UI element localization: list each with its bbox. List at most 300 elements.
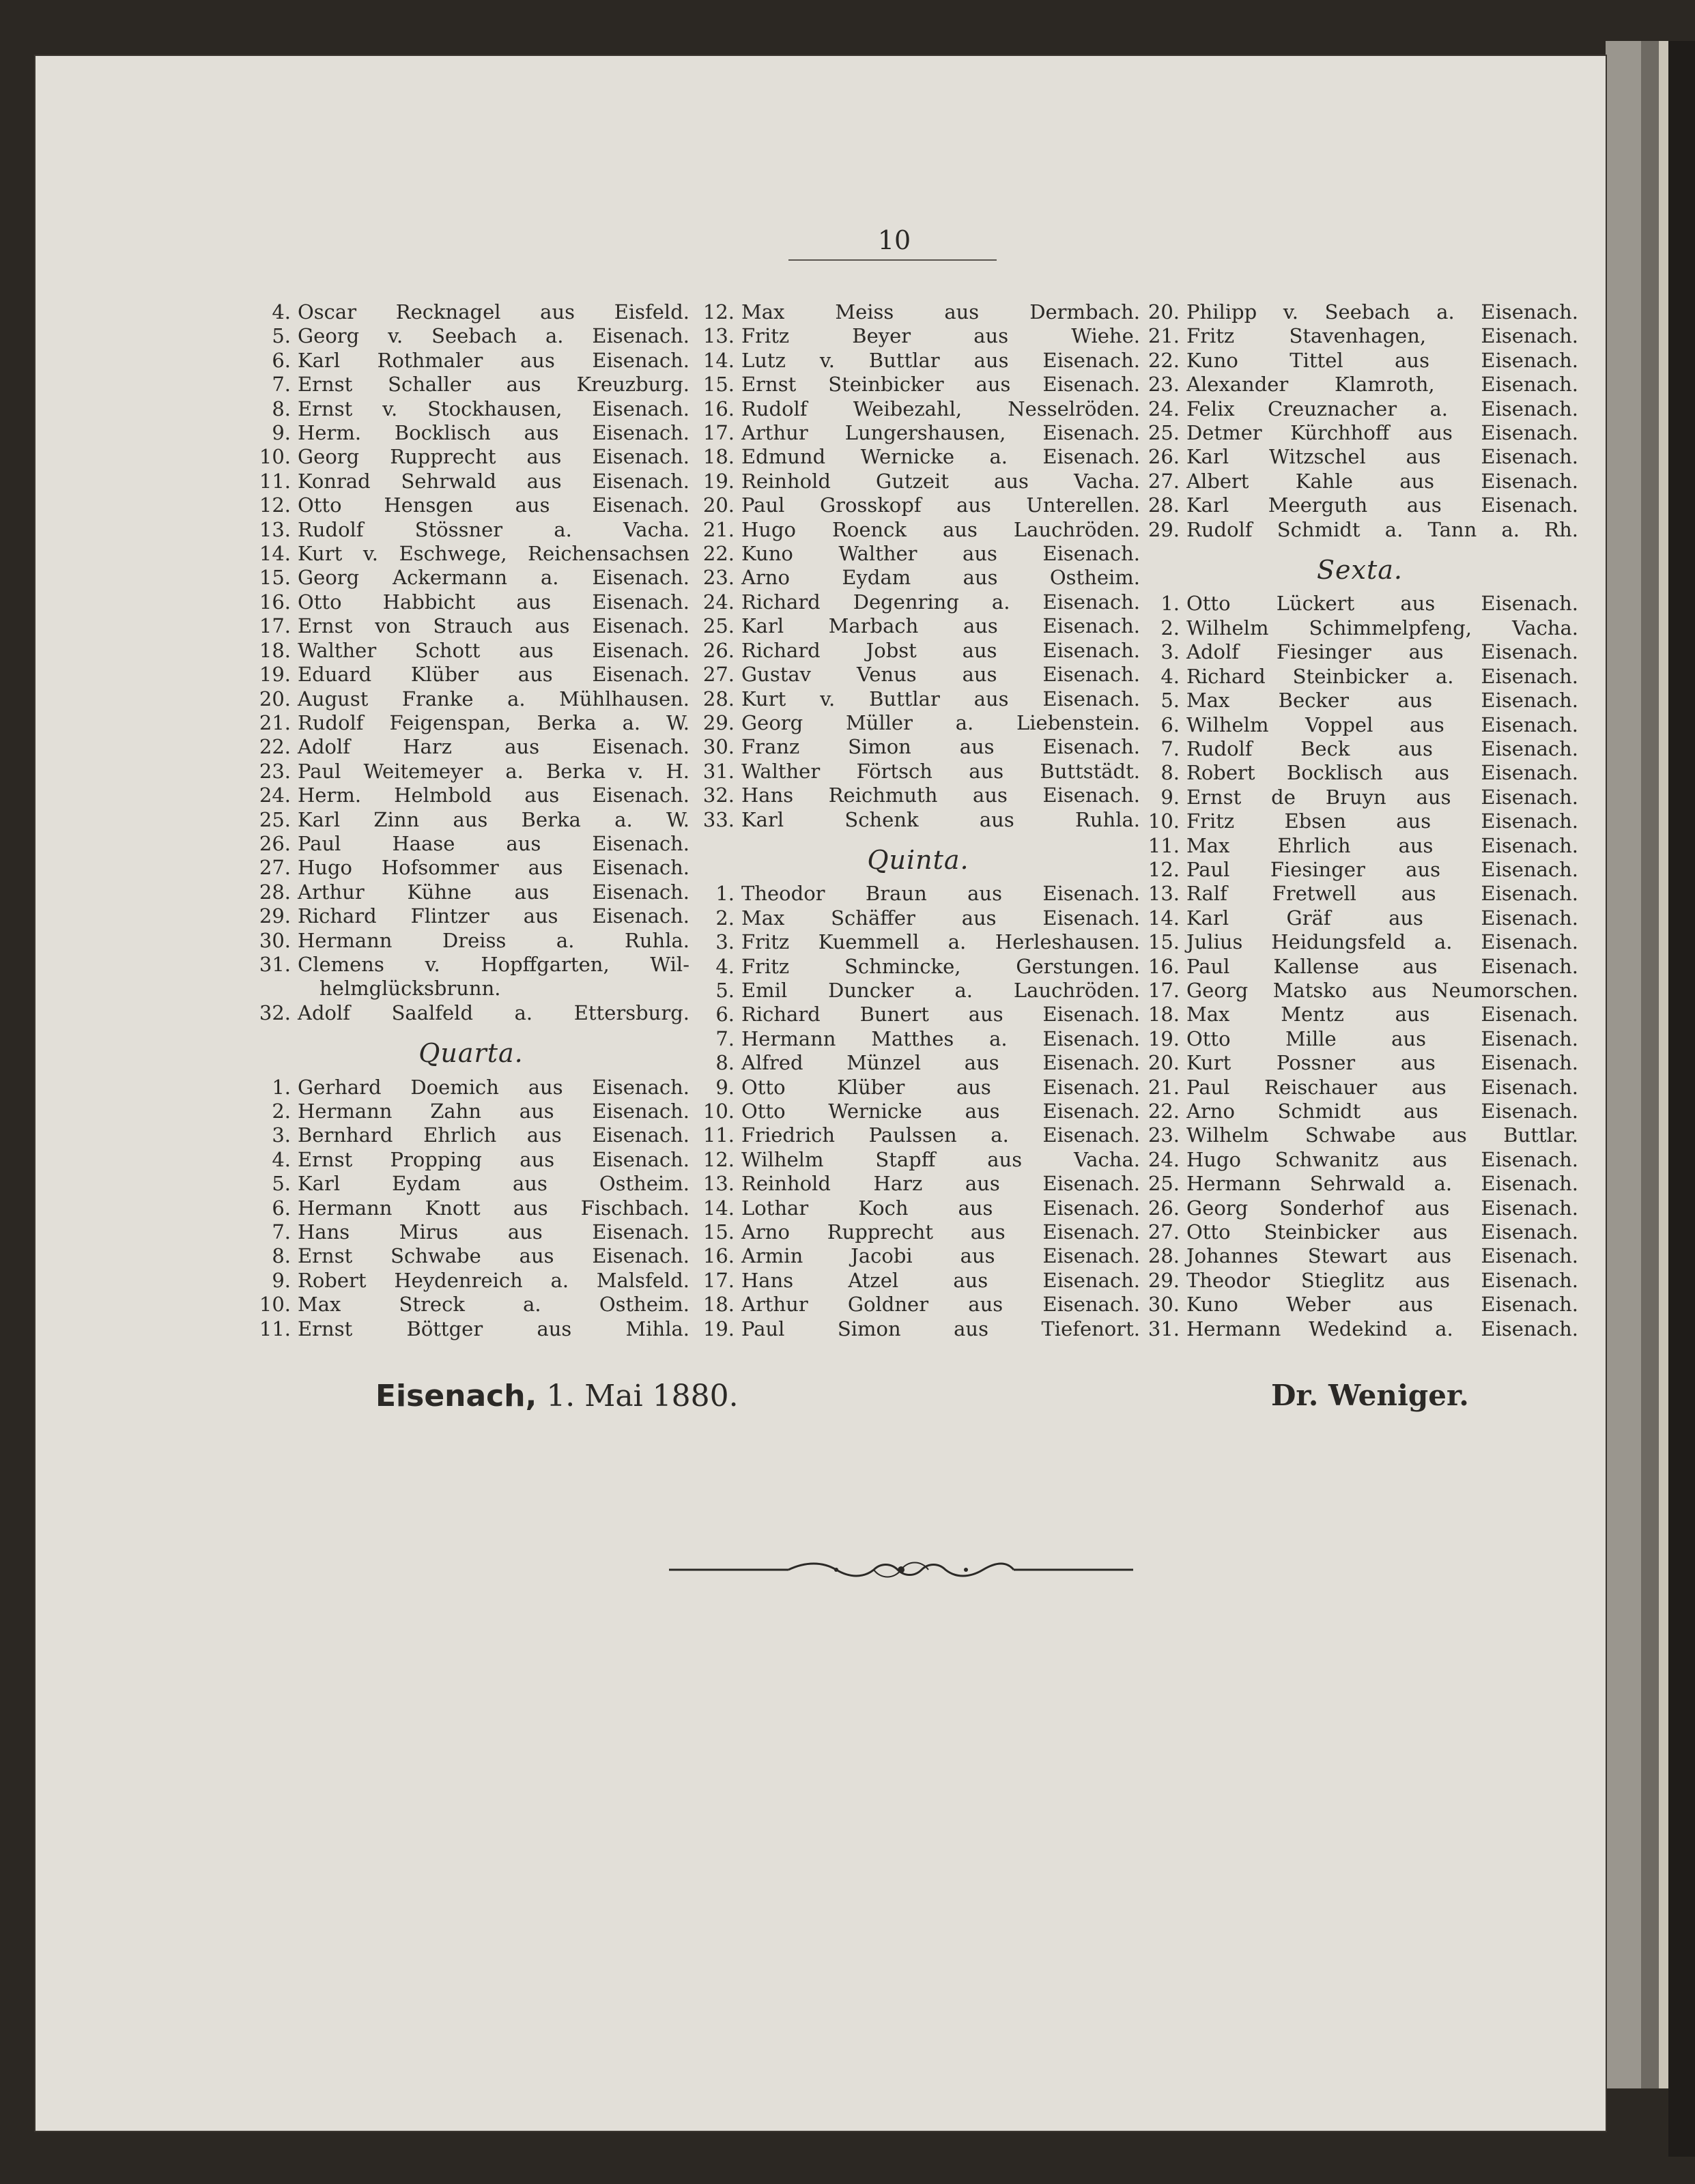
list-item xyxy=(253,614,689,638)
list-item-number: 7. xyxy=(715,1026,735,1050)
list-item-text: Max Becker aus Eisenach. xyxy=(1186,689,1578,713)
list-item xyxy=(253,929,689,953)
list-item-text: Hermann Dreiss a. Ruhla. xyxy=(298,928,689,952)
list-item xyxy=(253,1220,689,1244)
list-item-number: 26. xyxy=(259,831,291,855)
list-item-number: 12. xyxy=(702,1147,735,1171)
list-item xyxy=(1141,324,1578,348)
list-item-text: Hermann Sehrwald a. Eisenach. xyxy=(1186,1172,1578,1196)
list-item-number: 12. xyxy=(702,300,735,324)
list-item-text: Kuno Walther aus Eisenach. xyxy=(741,542,1140,566)
list-item-text: Fritz Ebsen aus Eisenach. xyxy=(1186,809,1578,833)
list-item-text: Kurt v. Eschwege, Reichensachsen xyxy=(298,542,689,566)
list-item-number: 18. xyxy=(702,1293,735,1317)
list-item xyxy=(253,1293,689,1317)
list-item xyxy=(1141,1076,1578,1100)
list-item xyxy=(696,1172,1140,1196)
list-item-number: 9. xyxy=(272,421,291,445)
list-item-text: Ernst v. Stockhausen, Eisenach. xyxy=(298,397,689,420)
list-item-text: Otto Lückert aus Eisenach. xyxy=(1186,592,1578,616)
list-item: 32. Adolf Saalfeld a. Ettersburg. xyxy=(259,1001,689,1024)
list-item-text: Otto Steinbicker aus Eisenach. xyxy=(1186,1220,1578,1244)
list-item xyxy=(696,397,1140,421)
list-item-text: Oscar Recknagel aus Eisfeld. xyxy=(298,300,689,324)
list-item-number: 22. xyxy=(259,735,291,759)
list-item-number: 28. xyxy=(259,880,291,904)
list-item-number: 19. xyxy=(702,469,735,493)
column-3 xyxy=(1141,300,1578,1341)
list-item xyxy=(696,518,1140,542)
list-item-number: 28. xyxy=(702,687,735,710)
list-item-text: Ernst Steinbicker aus Eisenach. xyxy=(741,373,1140,397)
list-item xyxy=(1141,1269,1578,1293)
list-item-number: 8. xyxy=(1160,761,1180,785)
list-item-number: 1. xyxy=(715,882,735,906)
list-item xyxy=(1141,809,1578,833)
list-item-text: Hermann Knott aus Fischbach. xyxy=(298,1196,689,1220)
list-item-text: Ernst Schwabe aus Eisenach. xyxy=(298,1244,689,1268)
list-item-number: 21. xyxy=(1148,324,1180,348)
list-item-number: 7. xyxy=(1160,736,1180,760)
list-item-number: 25. xyxy=(1148,421,1180,445)
list-item-text: Rudolf Weibezahl, Nesselröden. xyxy=(741,397,1140,420)
list-item xyxy=(696,1123,1140,1147)
list-item-number: 21. xyxy=(702,517,735,541)
date: 1. Mai 1880. xyxy=(546,1379,739,1413)
list-item xyxy=(696,1220,1140,1244)
list-item-text: Richard Flintzer aus Eisenach. xyxy=(298,904,689,928)
place-name: Eisenach, xyxy=(375,1379,537,1413)
list-item-number: 19. xyxy=(259,663,291,687)
list-item-text: Clemens v. Hopffgarten, Wil- xyxy=(298,952,689,976)
list-item xyxy=(253,518,689,542)
list-item-number: 27. xyxy=(1148,469,1180,493)
list-item-text: Georg Ackermann a. Eisenach. xyxy=(298,566,689,590)
list-item-text: Reinhold Gutzeit aus Vacha. xyxy=(741,469,1140,493)
list-item xyxy=(253,397,689,421)
book-edge xyxy=(1641,41,1659,2088)
list-item xyxy=(696,1076,1140,1100)
list-item-text: Emil Duncker a. Lauchröden. xyxy=(741,978,1140,1002)
list-item-text: Ralf Fretwell aus Eisenach. xyxy=(1186,882,1578,906)
list-item-text: Richard Bunert aus Eisenach. xyxy=(741,1003,1140,1026)
list-item-text: Rudolf Beck aus Eisenach. xyxy=(1186,736,1578,760)
list-item-number: 26. xyxy=(702,638,735,662)
list-item xyxy=(253,421,689,445)
list-item xyxy=(253,735,689,759)
list-item xyxy=(1141,1196,1578,1220)
list-item xyxy=(1141,858,1578,882)
list-item-text: Hermann Matthes a. Eisenach. xyxy=(741,1026,1140,1050)
list-item xyxy=(1141,1293,1578,1317)
entry-list xyxy=(696,882,1140,1341)
entry-list xyxy=(1141,300,1578,542)
list-item-text: Arthur Goldner aus Eisenach. xyxy=(741,1293,1140,1317)
list-item-text: Fritz Stavenhagen, Eisenach. xyxy=(1186,324,1578,348)
list-item-number: 33. xyxy=(702,807,735,831)
list-item xyxy=(696,590,1140,614)
list-item-number: 4. xyxy=(715,954,735,978)
section-heading-sexta: Sexta. xyxy=(1317,555,1403,586)
list-item-text: Max Schäffer aus Eisenach. xyxy=(741,906,1140,930)
list-item-text: Herm. Helmbold aus Eisenach. xyxy=(298,784,689,807)
list-item-text: Wilhelm Voppel aus Eisenach. xyxy=(1186,713,1578,736)
list-item xyxy=(253,1076,689,1100)
list-item-text: Rudolf Schmidt a. Tann a. Rh. xyxy=(1186,517,1578,541)
list-item xyxy=(1141,592,1578,616)
list-item-text: Richard Degenring a. Eisenach. xyxy=(741,590,1140,614)
list-item-text: Paul Simon aus Tiefenort. xyxy=(741,1317,1140,1340)
list-item-number: 9. xyxy=(715,1075,735,1099)
list-item xyxy=(1141,834,1578,858)
list-item-text: Arno Eydam aus Ostheim. xyxy=(741,566,1140,590)
list-item-number: 6. xyxy=(272,348,291,372)
list-item xyxy=(253,711,689,735)
list-item-text: Kuno Weber aus Eisenach. xyxy=(1186,1293,1578,1317)
list-item xyxy=(253,953,689,977)
list-item-text: Ernst Propping aus Eisenach. xyxy=(298,1147,689,1171)
list-item-number: 5. xyxy=(272,1172,291,1196)
list-item xyxy=(696,687,1140,711)
list-item xyxy=(1141,1027,1578,1051)
list-item-text: Franz Simon aus Eisenach. xyxy=(741,735,1140,759)
list-item-text: Eduard Klüber aus Eisenach. xyxy=(298,663,689,687)
list-item-number: 13. xyxy=(702,1172,735,1196)
list-item xyxy=(696,760,1140,784)
entry-list xyxy=(696,300,1140,832)
list-item-number: 17. xyxy=(702,421,735,445)
list-item xyxy=(1141,349,1578,373)
list-item-text: Paul Grosskopf aus Unterellen. xyxy=(741,493,1140,517)
list-item-text: Kurt Possner aus Eisenach. xyxy=(1186,1051,1578,1075)
list-item-number: 19. xyxy=(1148,1026,1180,1050)
list-item-text: Karl Marbach aus Eisenach. xyxy=(741,614,1140,638)
list-item xyxy=(696,349,1140,373)
list-item-text: Otto Habbicht aus Eisenach. xyxy=(298,590,689,614)
list-item-text: Otto Klüber aus Eisenach. xyxy=(741,1075,1140,1099)
list-item-text: Arthur Lungershausen, Eisenach. xyxy=(741,421,1140,445)
list-item-text: Otto Mille aus Eisenach. xyxy=(1186,1026,1578,1050)
list-item-text: Karl Meerguth aus Eisenach. xyxy=(1186,493,1578,517)
list-item-number: 8. xyxy=(272,1244,291,1268)
list-item-number: 23. xyxy=(702,566,735,590)
list-item-number: 15. xyxy=(259,566,291,590)
list-item-number: 28. xyxy=(1148,1244,1180,1268)
list-item xyxy=(696,470,1140,493)
list-item xyxy=(1141,955,1578,979)
list-item-text: Reinhold Harz aus Eisenach. xyxy=(741,1172,1140,1196)
list-item xyxy=(253,1196,689,1220)
list-item xyxy=(696,566,1140,590)
list-item xyxy=(1141,373,1578,397)
list-item-text: Paul Haase aus Eisenach. xyxy=(298,831,689,855)
list-item xyxy=(1141,300,1578,324)
list-item-number: 11. xyxy=(259,469,291,493)
list-item-number: 20. xyxy=(1148,300,1180,324)
column-2 xyxy=(696,300,1140,1341)
list-item-text: Wilhelm Schwabe aus Buttlar. xyxy=(1186,1123,1578,1147)
list-item-number: 27. xyxy=(259,856,291,880)
list-item xyxy=(1141,1003,1578,1026)
list-item-text: Hans Reichmuth aus Eisenach. xyxy=(741,784,1140,807)
list-item-number: 14. xyxy=(259,542,291,566)
list-item xyxy=(696,639,1140,663)
list-item-number: 31. xyxy=(702,759,735,783)
list-item-number: 12. xyxy=(259,493,291,517)
list-item-number: 8. xyxy=(715,1051,735,1075)
list-item xyxy=(1141,689,1578,713)
list-item-number: 21. xyxy=(259,710,291,734)
list-item xyxy=(1141,470,1578,493)
list-item-text: August Franke a. Mühlhausen. xyxy=(298,687,689,710)
list-item xyxy=(696,1148,1140,1172)
list-item xyxy=(696,1196,1140,1220)
list-item xyxy=(1141,1123,1578,1147)
list-item-text: Rudolf Stössner a. Vacha. xyxy=(298,517,689,541)
list-item-text: Fritz Kuemmell a. Herleshausen. xyxy=(741,930,1140,954)
list-item-number: 5. xyxy=(272,324,291,348)
list-item-number: 20. xyxy=(259,687,291,710)
list-item-text: Konrad Sehrwald aus Eisenach. xyxy=(298,469,689,493)
list-item-number: 24. xyxy=(259,784,291,807)
list-item-number: 4. xyxy=(272,1147,291,1171)
list-item-number: 27. xyxy=(702,663,735,687)
list-item-number: 8. xyxy=(272,397,291,420)
list-item-number: 14. xyxy=(702,1196,735,1220)
list-item xyxy=(253,639,689,663)
list-item xyxy=(1141,421,1578,445)
list-item-text: Friedrich Paulssen a. Eisenach. xyxy=(741,1123,1140,1147)
list-item-text: Walther Schott aus Eisenach. xyxy=(298,638,689,662)
list-item xyxy=(1141,761,1578,785)
list-item-number: 16. xyxy=(702,397,735,420)
list-item xyxy=(253,1244,689,1268)
list-item-text: Wilhelm Stapff aus Vacha. xyxy=(741,1147,1140,1171)
list-item xyxy=(1141,906,1578,930)
list-item-number: 15. xyxy=(702,373,735,397)
list-item-text: Theodor Stieglitz aus Eisenach. xyxy=(1186,1268,1578,1292)
list-item-number: 25. xyxy=(1148,1172,1180,1196)
list-item-text: Robert Bocklisch aus Eisenach. xyxy=(1186,761,1578,785)
list-item xyxy=(696,1293,1140,1317)
list-item xyxy=(1141,1051,1578,1075)
list-item xyxy=(253,856,689,880)
list-item-number: 15. xyxy=(702,1220,735,1244)
list-item xyxy=(696,1244,1140,1268)
list-item xyxy=(253,590,689,614)
signature: Dr. Weniger. xyxy=(1271,1379,1469,1412)
list-item xyxy=(696,421,1140,445)
list-item xyxy=(1141,616,1578,640)
list-item xyxy=(696,1027,1140,1051)
list-item-text: Felix Creuznacher a. Eisenach. xyxy=(1186,397,1578,420)
list-item-text: Richard Steinbicker a. Eisenach. xyxy=(1186,664,1578,688)
list-item-number: 26. xyxy=(1148,445,1180,469)
list-item-text: Arthur Kühne aus Eisenach. xyxy=(298,880,689,904)
list-item-number: 15. xyxy=(1148,930,1180,954)
list-item-number: 14. xyxy=(702,348,735,372)
list-item-text: Georg Rupprecht aus Eisenach. xyxy=(298,445,689,469)
section-heading-quinta: Quinta. xyxy=(867,844,969,875)
list-item-number: 16. xyxy=(702,1244,735,1268)
list-item-number: 16. xyxy=(259,590,291,614)
list-item xyxy=(253,1269,689,1293)
header-rule xyxy=(788,259,997,261)
list-item xyxy=(696,955,1140,979)
list-item xyxy=(1141,1317,1578,1341)
list-item xyxy=(253,663,689,687)
book-edge xyxy=(1606,41,1641,2088)
entry-list xyxy=(253,300,689,977)
list-item-number: 2. xyxy=(272,1100,291,1123)
list-item xyxy=(696,808,1140,832)
list-item-number: 31. xyxy=(259,952,291,976)
list-item xyxy=(1141,737,1578,761)
list-item-number: 6. xyxy=(715,1003,735,1026)
list-item-number: 30. xyxy=(259,928,291,952)
list-item-text: Max Ehrlich aus Eisenach. xyxy=(1186,833,1578,857)
list-item-continuation: helmglücksbrunn. xyxy=(319,977,501,1001)
list-item-number: 27. xyxy=(1148,1220,1180,1244)
list-item-number: 11. xyxy=(702,1123,735,1147)
list-item-number: 16. xyxy=(1148,954,1180,978)
list-item-text: Ernst Böttger aus Mihla. xyxy=(298,1317,689,1340)
list-item xyxy=(1141,882,1578,906)
list-item-number: 4. xyxy=(272,300,291,324)
list-item-text: Karl Gräf aus Eisenach. xyxy=(1186,906,1578,930)
list-item-text: Karl Schenk aus Ruhla. xyxy=(741,807,1140,831)
list-item xyxy=(696,493,1140,517)
list-item-text: Karl Rothmaler aus Eisenach. xyxy=(298,348,689,372)
list-item-number: 13. xyxy=(259,517,291,541)
place-date xyxy=(375,1379,739,1413)
list-item-number: 22. xyxy=(1148,348,1180,372)
list-item xyxy=(253,1148,689,1172)
list-item-text: Ernst Schaller aus Kreuzburg. xyxy=(298,373,689,397)
list-item-text: Georg v. Seebach a. Eisenach. xyxy=(298,324,689,348)
list-item xyxy=(253,1172,689,1196)
list-item-text: Hugo Hofsommer aus Eisenach. xyxy=(298,856,689,880)
list-item-text: Ernst de Bruyn aus Eisenach. xyxy=(1186,785,1578,809)
list-item-text: Georg Sonderhof aus Eisenach. xyxy=(1186,1196,1578,1220)
list-item-text: Adolf Fiesinger aus Eisenach. xyxy=(1186,640,1578,664)
list-item-number: 6. xyxy=(1160,713,1180,736)
list-item xyxy=(696,784,1140,807)
list-item-number: 23. xyxy=(1148,1123,1180,1147)
list-item-text: Armin Jacobi aus Eisenach. xyxy=(741,1244,1140,1268)
list-item-number: 21. xyxy=(1148,1075,1180,1099)
list-item-number: 18. xyxy=(259,638,291,662)
list-item-text: Max Mentz aus Eisenach. xyxy=(1186,1003,1578,1026)
list-item-text: Theodor Braun aus Eisenach. xyxy=(741,882,1140,906)
list-item-text: Kuno Tittel aus Eisenach. xyxy=(1186,348,1578,372)
list-item-text: Karl Zinn aus Berka a. W. xyxy=(298,807,689,831)
list-item-text: Karl Eydam aus Ostheim. xyxy=(298,1172,689,1196)
list-item-text: Kurt v. Buttlar aus Eisenach. xyxy=(741,687,1140,710)
list-item xyxy=(253,1317,689,1341)
entry-list xyxy=(253,1076,689,1341)
list-item-number: 10. xyxy=(259,445,291,469)
list-item xyxy=(696,1100,1140,1123)
list-item-number: 17. xyxy=(1148,978,1180,1002)
list-item xyxy=(253,300,689,324)
list-item xyxy=(253,904,689,928)
list-item-number: 23. xyxy=(1148,373,1180,397)
list-item xyxy=(253,687,689,711)
list-item xyxy=(253,760,689,784)
list-item xyxy=(253,373,689,397)
section-heading-quarta: Quarta. xyxy=(418,1038,524,1069)
list-item xyxy=(696,1051,1140,1075)
list-item-text: Alfred Münzel aus Eisenach. xyxy=(741,1051,1140,1075)
list-item-text: Hermann Wedekind a. Eisenach. xyxy=(1186,1317,1578,1340)
list-item-number: 18. xyxy=(702,445,735,469)
list-item xyxy=(696,1003,1140,1026)
list-item-number: 1. xyxy=(272,1075,291,1099)
list-item-text: Arno Rupprecht aus Eisenach. xyxy=(741,1220,1140,1244)
ornament-divider-icon xyxy=(669,1549,1133,1590)
list-item-number: 7. xyxy=(272,373,291,397)
list-item xyxy=(1141,713,1578,737)
list-item-text: Walther Förtsch aus Buttstädt. xyxy=(741,759,1140,783)
list-item-number: 1. xyxy=(1160,592,1180,616)
list-item xyxy=(1141,665,1578,689)
list-item xyxy=(1141,518,1578,542)
list-item-text: Alexander Klamroth, Eisenach. xyxy=(1186,373,1578,397)
list-item-text: Robert Heydenreich a. Malsfeld. xyxy=(298,1268,689,1292)
list-item-number: 29. xyxy=(1148,1268,1180,1292)
list-item-number: 11. xyxy=(1148,833,1180,857)
list-item-number: 24. xyxy=(702,590,735,614)
list-item-text: Bernhard Ehrlich aus Eisenach. xyxy=(298,1123,689,1147)
list-item-text: Detmer Kürchhoff aus Eisenach. xyxy=(1186,421,1578,445)
list-item-number: 2. xyxy=(715,906,735,930)
list-item xyxy=(696,542,1140,566)
list-item xyxy=(1141,640,1578,664)
list-item-text: Fritz Schmincke, Gerstungen. xyxy=(741,954,1140,978)
list-item-text: Johannes Stewart aus Eisenach. xyxy=(1186,1244,1578,1268)
list-item-text: Edmund Wernicke a. Eisenach. xyxy=(741,445,1140,469)
list-item-number: 28. xyxy=(1148,493,1180,517)
list-item-text: Lutz v. Buttlar aus Eisenach. xyxy=(741,348,1140,372)
list-item xyxy=(696,663,1140,687)
list-item-text: Karl Witzschel aus Eisenach. xyxy=(1186,445,1578,469)
list-item-number: 10. xyxy=(1148,809,1180,833)
list-item-text: Philipp v. Seebach a. Eisenach. xyxy=(1186,300,1578,324)
list-item xyxy=(253,324,689,348)
list-item xyxy=(696,882,1140,906)
list-item xyxy=(253,542,689,566)
list-item-number: 30. xyxy=(702,735,735,759)
list-item-text: Otto Hensgen aus Eisenach. xyxy=(298,493,689,517)
list-item-text: Ernst von Strauch aus Eisenach. xyxy=(298,614,689,638)
list-item-text: Wilhelm Schimmelpfeng, Vacha. xyxy=(1186,616,1578,640)
list-item-text: Lothar Koch aus Eisenach. xyxy=(741,1196,1140,1220)
list-item xyxy=(1141,1220,1578,1244)
list-item-text: Hans Mirus aus Eisenach. xyxy=(298,1220,689,1244)
list-item-text: Arno Schmidt aus Eisenach. xyxy=(1186,1100,1578,1123)
list-item xyxy=(696,979,1140,1003)
list-item xyxy=(253,470,689,493)
list-item-text: Georg Matsko aus Neumorschen. xyxy=(1186,978,1578,1002)
list-item xyxy=(696,930,1140,954)
list-item-number: 24. xyxy=(1148,1147,1180,1171)
list-item-number: 17. xyxy=(702,1268,735,1292)
list-item xyxy=(253,808,689,832)
list-item xyxy=(696,906,1140,930)
list-item-text: Albert Kahle aus Eisenach. xyxy=(1186,469,1578,493)
list-item-text: Fritz Beyer aus Wiehe. xyxy=(741,324,1140,348)
